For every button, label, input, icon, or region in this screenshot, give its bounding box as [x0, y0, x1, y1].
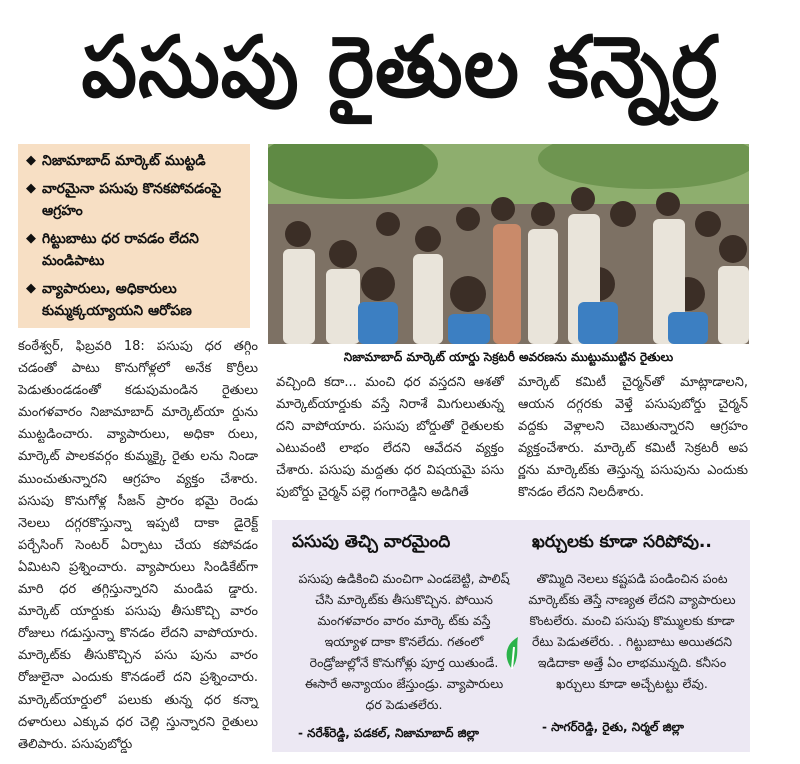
article-text: కంఠేశ్వర్, ఫిబ్రవరి 18: పసుపు ధర తగ్గిం చడంతో పాటు కొనుగోళ్లలో అనేక కొర్రీలు పెడుతుండడంతో కడుపుమండిన రైతులు మంగళవారం నిజామాబాద్ మార్కెట్‌యా ర్డును ముట్టడించారు. వ్యాపారులు, అధికా రులు, మార్కెట్ పాలకవర్గం కుమ్మక్కై రైతు లను నిండా ముంచుతున్నారని ఆగ్రహం వ్యక్తం చేశారు. పసుపు కొనుగోళ్ల సీజన్ ప్రారం భమై రెండు నెలలు దగ్గరకొస్తున్నా ఇప్పటి దాకా డైరెక్ట్ పర్చేసింగ్ సెంటర్ ఏర్పాటు చేయ కపోవడం ఏమిటని ప్రశ్నించారు. వ్యాపారులు సిండికేట్‌గా మారి ధర తగ్గిస్తున్నారని మండిప డ్డారు. మార్కెట్ యార్డుకు పసుపు తీసుకొచ్చి వారం రోజులు గడుస్తున్నా కొనడం లేదని వాపోయారు. మార్కెట్‌కు తీసుకొచ్చిన పసు పును వారం రోజులైనా ఎందుకు కొనడంలే దని ప్రశ్నించారు. మార్కెట్‌యార్డులో పలుకు తున్న ధర కన్నా దళారులు ఎక్కువ ధర చెల్లి స్తున్నారని రైతులు తెలిపారు. పసుపుబోర్డు — [18, 339, 258, 752]
farmers-protest-photo — [268, 144, 749, 344]
diamond-bullet-icon: ◆ — [26, 181, 36, 196]
diamond-bullet-icon: ◆ — [26, 231, 36, 246]
farmer-quotes-box — [272, 520, 750, 752]
highlights-box — [18, 144, 250, 328]
highlight-text: వ్యాపారులు, అధికారులు కుమ్మక్కయ్యాయని ఆరోపణ — [42, 281, 192, 319]
article-text: వచ్చింది కదా... మంచి ధర వస్తదని ఆశతో మార్కెట్‌యార్డుకు వస్తే నిరాశే మిగులుతున్న దని వాపోయారు. పసుపు బోర్డుతో రైతులకు ఎటువంటి లాభం లేదని ఆవేదన వ్యక్తం చేశారు. పసుపు మద్దతు ధర విషయమై పసు పుబోర్డు చైర్మన్ పల్లె గంగారెడ్డిని అడిగితే — [276, 375, 504, 501]
article-column-2 — [276, 372, 504, 502]
quote-title-left: పసుపు తెచ్చి వారమైంది — [292, 532, 451, 552]
highlight-item — [26, 178, 242, 222]
quote-text-left: పసుపు ఉడికించి మంచిగా ఎండబెట్టి, పాలిష్ చేసి మార్కెట్‌కు తీసుకొచ్చిన. పోయిన మంగళవారం వారం మార్కె ట్‌కు వస్తే ఇయ్యాళ దాకా కొనలేదు. గతంలో రెండ్రోజుల్లోనే కొనుగోళ్లు పూర్త యితుండే. ఈసారే అన్యాయం జేస్తుండ్రు. వ్యాపారులు ధర పెడుతలేరు. — [298, 571, 510, 712]
highlight-item — [26, 150, 242, 172]
quote-signature-right: - సాగర్‌రెడ్డి, రైతు, నిర్మల్ జిల్లా — [542, 720, 684, 734]
highlight-text: నిజామాబాద్ మార్కెట్ ముట్టడి — [42, 153, 206, 169]
diamond-bullet-icon: ◆ — [26, 281, 36, 296]
quote-signature-left: - నరేశ్‌రెడ్డి, పడకల్, నిజామాబాద్ జిల్లా — [298, 726, 479, 740]
highlight-text: వారమైనా పసుపు కొనకపోవడంపై ఆగ్రహం — [42, 181, 222, 219]
diamond-bullet-icon: ◆ — [26, 153, 36, 168]
article-text: మార్కెట్ కమిటీ చైర్మన్‌తో మాట్లాడాలని, ఆయన దగ్గరకు వెళ్తే పసుపుబోర్డు చైర్మన్ వద్దకు వెళ్లాలని చెబుతున్నారని ఆగ్రహం వ్యక్తంచేశారు. మార్కెట్ కమిటీ సెక్రటరీ అప ర్ణను మార్కెట్‌కు తెస్తున్న పసుపును ఎందుకు కొనడం లేదని నిలదీశారు. — [518, 375, 748, 501]
photo-illustration — [268, 144, 749, 344]
quote-title-right: ఖర్చులకు కూడా సరిపోవు.. — [532, 532, 712, 552]
highlight-item — [26, 228, 242, 272]
highlight-text: గిట్టుబాటు ధర రావడం లేదని మండిపాటు — [42, 231, 199, 269]
photo-caption: నిజామాబాద్ మార్కెట్ యార్డు సెక్రటరీ అవరణను ముట్టుముట్టిన రైతులు — [343, 350, 674, 364]
quote-text-right: తొమ్మిది నెలలు కష్టపడి పండించిన పంట మార్కెట్‌కు తెస్తే నాణ్యత లేదని వ్యాపారులు కొంటలేరు. మంచి పసుపు కొమ్ములకు కూడా రేటు పెడుతలేరు. . గిట్టుబాటు అయితదని ఇడిదాకా అత్తే ఏం లాభమున్నది. కనీసం ఖర్చులు కూడా అచ్చేటట్టు లేవు. — [528, 571, 736, 691]
highlight-item — [26, 278, 242, 322]
article-column-1 — [18, 336, 258, 756]
headline: పసుపు రైతుల కన్నెర్ర — [81, 19, 719, 117]
article-column-3 — [518, 372, 748, 502]
leaf-icon — [502, 635, 522, 671]
